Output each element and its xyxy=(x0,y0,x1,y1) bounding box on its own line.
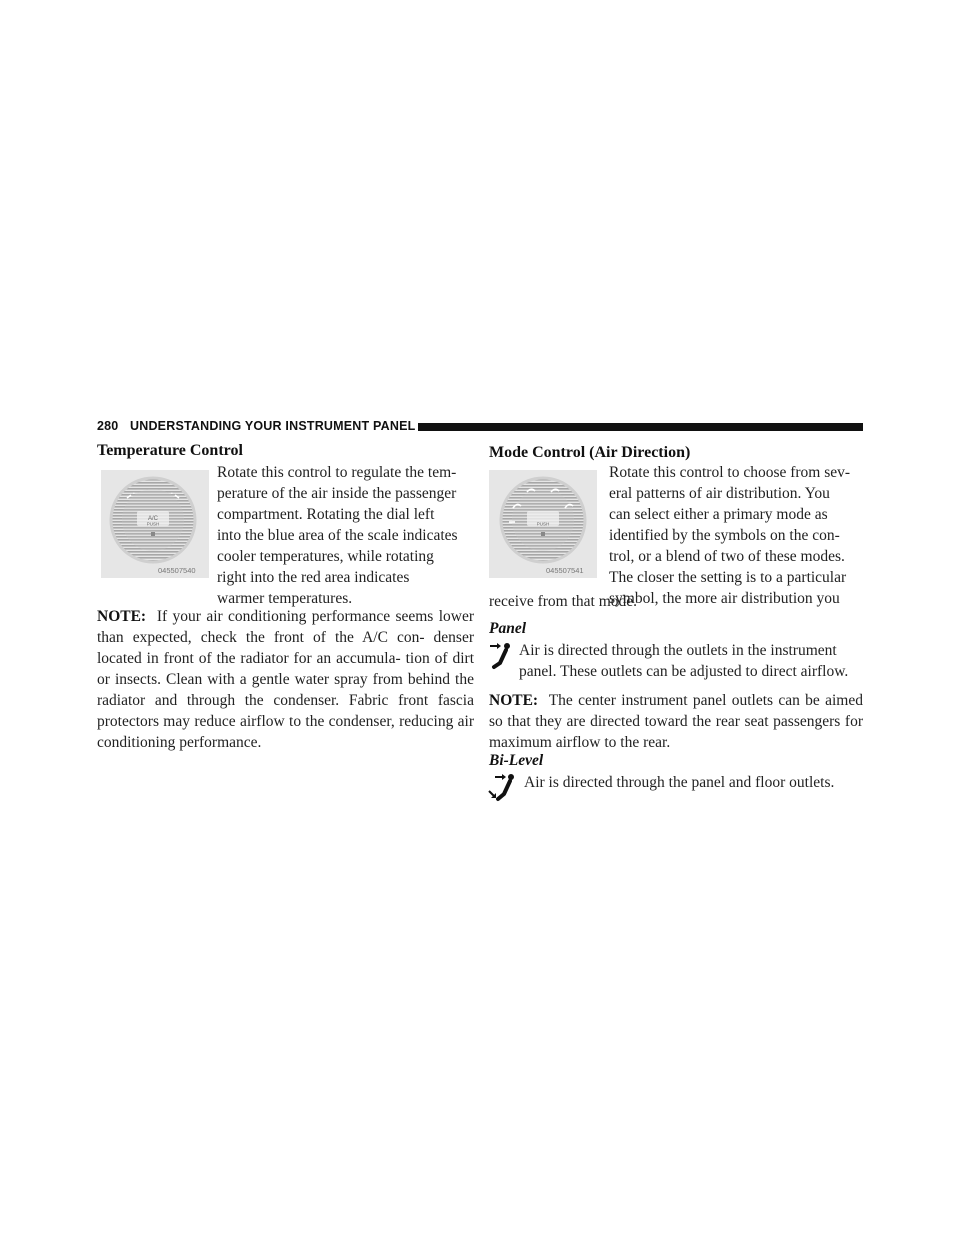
temperature-dial-icon xyxy=(101,470,209,578)
mode-control-heading: Mode Control (Air Direction) xyxy=(489,444,691,461)
temperature-line: right into the red area indicates xyxy=(217,569,410,586)
temperature-dial-image xyxy=(101,470,209,578)
note-label: NOTE: xyxy=(97,608,147,625)
mode-line: eral patterns of air distribution. You xyxy=(609,485,830,502)
svg-text:•: • xyxy=(171,491,173,497)
ac-performance-note xyxy=(97,606,474,753)
temperature-line: warmer temperatures. xyxy=(217,590,353,607)
temperature-description xyxy=(217,462,474,609)
mode-line: symbol, the more air distribution you xyxy=(609,590,840,607)
mode-line: identified by the symbols on the con- xyxy=(609,527,840,544)
page-number: 280 xyxy=(97,419,119,433)
temperature-dial-code: 045507540 xyxy=(158,566,196,575)
panel-line: Air is directed through the outlets in the instrument xyxy=(519,642,837,659)
temperature-line: compartment. Rotating the dial left xyxy=(217,506,435,523)
panel-line: panel. These outlets can be adjusted to direct airflow. xyxy=(519,663,849,680)
temperature-line: perature of the air inside the passenger xyxy=(217,485,457,502)
mode-dial-code: 045507541 xyxy=(546,566,584,575)
mode-line: trol, or a blend of two of these modes. xyxy=(609,548,845,565)
bilevel-description: Air is directed through the panel and floor outlets. xyxy=(524,774,835,791)
note-text: If your air conditioning performance seems lower than expected, check the front of the A/C con- denser located in front of the radiator for an accumula- tion of dirt or insects. Clean with a gentle water spray from behind the radiator and through the condenser. Fabric front fascia protectors may reduce airflow to the condenser, reducing air conditioning performance. xyxy=(97,608,475,751)
note-text: The center instrument panel outlets can be aimed so that they are directed toward the rear seat passengers for maximum airflow to the rear. xyxy=(489,692,863,751)
bilevel-heading: Bi-Level xyxy=(489,752,544,769)
outlet-note xyxy=(489,690,863,753)
header-rule xyxy=(418,423,863,431)
dial-label-push: PUSH xyxy=(146,521,160,527)
panel-airflow-icon xyxy=(488,641,514,671)
running-head: UNDERSTANDING YOUR INSTRUMENT PANEL xyxy=(130,419,416,433)
mode-line: Rotate this control to choose from sev- xyxy=(609,464,851,481)
temperature-line: Rotate this control to regulate the tem- xyxy=(217,464,457,481)
mode-description-tail: receive from that mode. xyxy=(489,593,638,610)
mode-description xyxy=(609,462,863,609)
panel-heading: Panel xyxy=(489,620,527,637)
bilevel-airflow-icon xyxy=(488,772,518,804)
panel-description xyxy=(519,640,863,682)
dial-label-ac: A/C xyxy=(147,516,159,522)
svg-text:•: • xyxy=(133,491,135,497)
mode-dial-label-push: PUSH xyxy=(536,521,550,527)
mode-dial-icon xyxy=(489,470,597,578)
temperature-control-heading: Temperature Control xyxy=(97,442,243,459)
mode-line: The closer the setting is to a particular xyxy=(609,569,847,586)
temperature-line: into the blue area of the scale indicates xyxy=(217,527,458,544)
temperature-line: cooler temperatures, while rotating xyxy=(217,548,434,565)
mode-dial-image xyxy=(489,470,597,578)
note-label: NOTE: xyxy=(489,692,539,709)
mode-line: can select either a primary mode as xyxy=(609,506,828,523)
